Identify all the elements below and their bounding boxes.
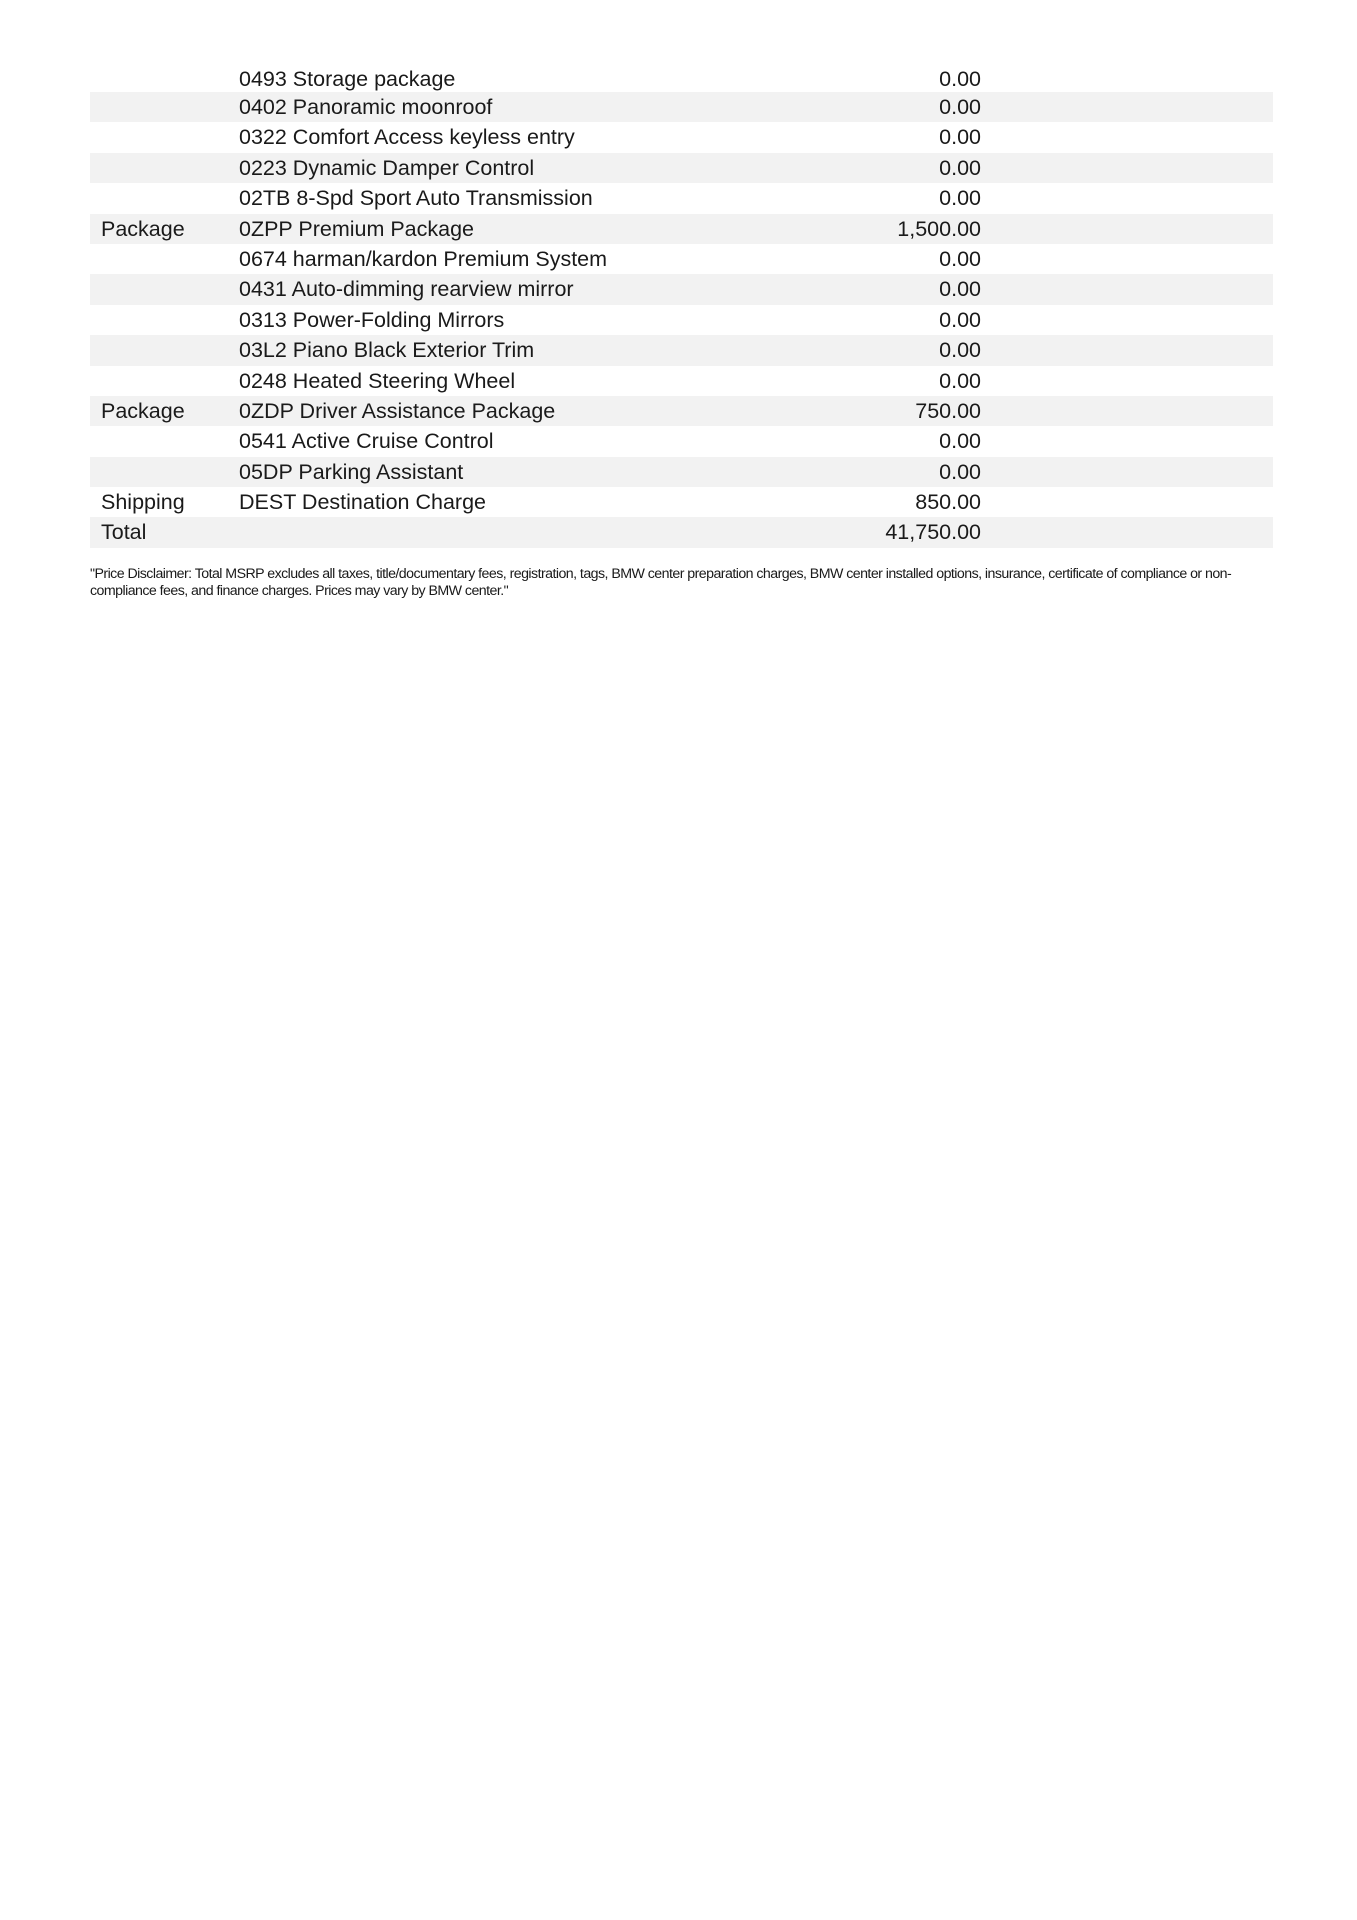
table-row bbox=[90, 274, 1273, 304]
row-description: 0ZDP Driver Assistance Package bbox=[239, 398, 556, 423]
row-description: 0313 Power-Folding Mirrors bbox=[239, 307, 505, 332]
row-description: 02TB 8-Spd Sport Auto Transmission bbox=[239, 186, 593, 211]
table-row bbox=[90, 426, 1273, 456]
row-category: Shipping bbox=[101, 490, 185, 515]
row-description: 03L2 Piano Black Exterior Trim bbox=[239, 338, 535, 363]
table-row bbox=[90, 487, 1273, 517]
row-category: Total bbox=[101, 520, 147, 545]
row-price: 0.00 bbox=[939, 95, 981, 119]
row-price: 0.00 bbox=[939, 67, 981, 91]
price-table bbox=[90, 66, 1273, 548]
row-description: 0322 Comfort Access keyless entry bbox=[239, 125, 575, 150]
table-row bbox=[90, 305, 1273, 335]
price-disclaimer: "Price Disclaimer: Total MSRP excludes all taxes, title/documentary fees, registration, tags, BMW center preparation charges, BMW center installed options, insurance, certificate of compliance or non-compliance fees, and finance charges. Prices may vary by BMW center." bbox=[90, 566, 1232, 599]
table-row bbox=[90, 122, 1273, 152]
total-price: 41,750.00 bbox=[885, 520, 981, 545]
table-row bbox=[90, 183, 1273, 213]
row-price: 0.00 bbox=[939, 338, 981, 363]
table-row bbox=[90, 335, 1273, 365]
row-description: 0541 Active Cruise Control bbox=[239, 429, 494, 454]
table-row bbox=[90, 366, 1273, 396]
row-category: Package bbox=[101, 216, 185, 241]
table-row bbox=[90, 214, 1273, 244]
row-description: 05DP Parking Assistant bbox=[239, 459, 464, 484]
row-description: 0493 Storage package bbox=[239, 67, 456, 91]
table-row bbox=[90, 244, 1273, 274]
row-description: 0402 Panoramic moonroof bbox=[239, 95, 493, 119]
table-row bbox=[90, 153, 1273, 183]
row-price: 850.00 bbox=[915, 490, 981, 515]
row-price: 0.00 bbox=[939, 307, 981, 332]
table-row bbox=[90, 92, 1273, 122]
row-description: 0ZPP Premium Package bbox=[239, 216, 475, 241]
row-price: 0.00 bbox=[939, 368, 981, 393]
row-description: 0248 Heated Steering Wheel bbox=[239, 368, 516, 393]
row-category: Package bbox=[101, 398, 185, 423]
row-price: 0.00 bbox=[939, 155, 981, 180]
total-row bbox=[90, 517, 1273, 547]
table-row bbox=[90, 457, 1273, 487]
row-price: 750.00 bbox=[915, 398, 981, 423]
row-description: 0223 Dynamic Damper Control bbox=[239, 155, 535, 180]
row-price: 0.00 bbox=[939, 186, 981, 211]
row-description: 0674 harman/kardon Premium System bbox=[239, 246, 608, 271]
row-price: 0.00 bbox=[939, 246, 981, 271]
table-row bbox=[90, 396, 1273, 426]
row-description: 0431 Auto-dimming rearview mirror bbox=[239, 277, 574, 302]
row-price: 0.00 bbox=[939, 429, 981, 454]
row-price: 0.00 bbox=[939, 277, 981, 302]
row-price: 0.00 bbox=[939, 125, 981, 150]
row-price: 0.00 bbox=[939, 459, 981, 484]
row-description: DEST Destination Charge bbox=[239, 490, 486, 515]
table-row bbox=[90, 66, 1273, 92]
row-price: 1,500.00 bbox=[897, 216, 981, 241]
